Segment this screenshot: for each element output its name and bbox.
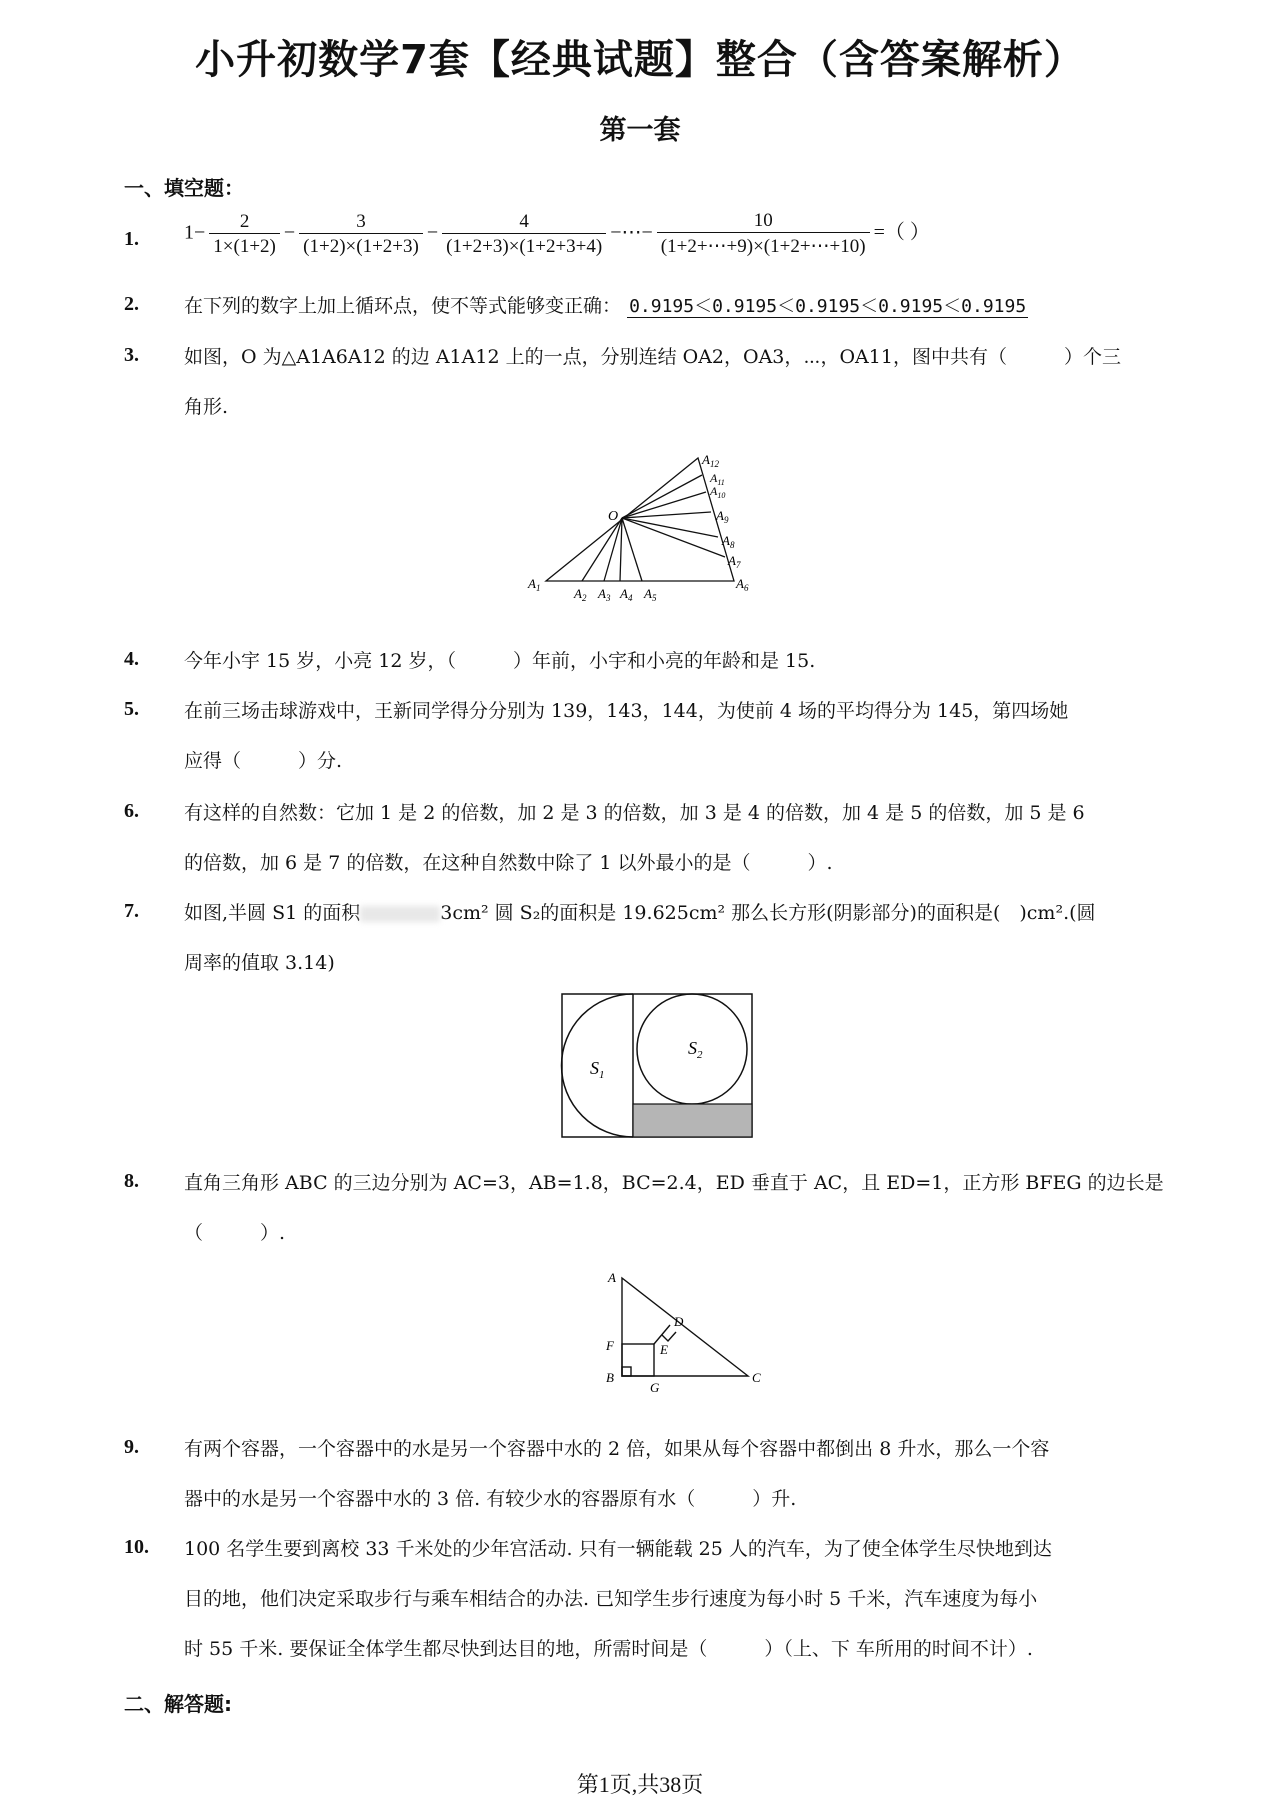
- label-f: F: [606, 1338, 614, 1353]
- label-a6: $A_6$: [736, 576, 749, 593]
- question-3-line-1: 如图，O 为△A1A6A12 的边 A1A12 上的一点，分别连结 OA2，OA3，⋯，OA11，图中共有（ ）个三: [184, 346, 1121, 368]
- set-title: 第一套: [599, 115, 681, 146]
- label-a9: $A_9$: [716, 508, 729, 525]
- question-number: 10.: [124, 1536, 149, 1558]
- question-7-line-2: 周率的值取 3.14): [184, 952, 335, 974]
- label-c: C: [752, 1370, 761, 1385]
- label-g: G: [650, 1380, 660, 1395]
- label-a8: $A_8$: [722, 533, 735, 550]
- section-fill-blank: 一、填空题：: [124, 176, 244, 200]
- label-a3: $A_3$: [598, 586, 611, 603]
- question-3-line-2: 角形.: [184, 396, 229, 418]
- question-6-line-1: 有这样的自然数：它加 1 是 2 的倍数，加 2 是 3 的倍数，加 3 是 4 的倍数，加 4 是 5 的倍数，加 5 是 6: [184, 802, 1085, 824]
- label-a2: $A_2$: [574, 586, 587, 603]
- question-number: 6.: [124, 800, 139, 822]
- question-number: 7.: [124, 900, 139, 922]
- blurred-region: [360, 906, 440, 922]
- label-a11: $A_{11}$: [710, 471, 725, 487]
- figure-triangle-fan: [520, 448, 770, 608]
- label-s2: $S_2$: [688, 1038, 703, 1061]
- question-8-line-1: 直角三角形 ABC 的三边分别为 AC=3，AB=1.8，BC=2.4，ED 垂直于 AC，且 ED=1，正方形 BFEG 的边长是: [184, 1172, 1164, 1194]
- label-a10: $A_{10}$: [710, 484, 726, 500]
- label-e: E: [660, 1342, 668, 1357]
- shaded-rectangle: [633, 1104, 752, 1137]
- question-9-line-2: 器中的水是另一个容器中水的 3 倍. 有较少水的容器原有水（ ）升.: [184, 1488, 797, 1510]
- question-10-line-1: 100 名学生要到离校 33 千米处的少年宫活动. 只有一辆能载 25 人的汽车，为了使全体学生尽快地到达: [184, 1538, 1052, 1560]
- label-a4: $A_4$: [620, 586, 633, 603]
- question-number: 4.: [124, 648, 139, 670]
- question-number: 3.: [124, 344, 139, 366]
- label-a7: $A_7$: [728, 553, 741, 570]
- question-number: 1.: [124, 228, 139, 250]
- question-number: 5.: [124, 698, 139, 720]
- question-number: 2.: [124, 293, 139, 315]
- question-1-expression: 1− $\frac{2}{1\times(1+2)}$ − $\frac{3}{(1+2)\times(1+2+3)}$ − $\frac{4}{(1+2+3)\times(1+2+3+4)}$ −⋯− $\frac{10}{(1+2+\cdots+9)\times(1+2+\cdots+10)}$ =（ ）: [184, 210, 930, 257]
- figure-right-triangle: [600, 1268, 770, 1398]
- question-2-inequality: 0.9195＜0.9195＜0.9195＜0.9195＜0.9195: [629, 296, 1027, 317]
- question-10-line-2: 目的地，他们决定采取步行与乘车相结合的办法. 已知学生步行速度为每小时 5 千米，汽车速度为每小: [184, 1588, 1038, 1610]
- label-a12: $A_{12}$: [702, 452, 719, 469]
- question-10-line-3: 时 55 千米. 要保证全体学生都尽快到达目的地，所需时间是（ ）（上、下 车所用的时间不计）.: [184, 1638, 1033, 1660]
- label-s1: $S_1$: [590, 1058, 605, 1081]
- label-a1: $A_1$: [528, 576, 541, 593]
- question-number: 9.: [124, 1436, 139, 1458]
- label-a5: $A_5$: [644, 586, 657, 603]
- question-4-text: 今年小宇 15 岁，小亮 12 岁，（ ）年前，小宇和小亮的年龄和是 15.: [184, 650, 816, 672]
- label-o: O: [608, 509, 619, 524]
- question-8-line-2: （ ）.: [184, 1222, 286, 1244]
- question-7-line-1: 如图,半圆 S1 的面积 3cm² 圆 S₂的面积是 19.625cm² 那么长方形(阴影部分)的面积是( )cm².(圆: [184, 902, 1096, 924]
- question-number: 8.: [124, 1170, 139, 1192]
- figure-rectangle-circles: [560, 992, 756, 1142]
- page-footer: 第1页,共38页: [576, 1772, 704, 1797]
- outer-triangle: [546, 458, 734, 581]
- label-a: A: [608, 1270, 616, 1285]
- label-d: D: [674, 1314, 684, 1329]
- question-9-line-1: 有两个容器，一个容器中的水是另一个容器中水的 2 倍，如果从每个容器中都倒出 8 升水，那么一个容: [184, 1438, 1050, 1460]
- document-title: 小升初数学7套【经典试题】整合（含答案解析）: [195, 37, 1085, 83]
- question-5-line-1: 在前三场击球游戏中，王新同学得分分别为 139，143，144，为使前 4 场的平均得分为 145，第四场她: [184, 700, 1069, 722]
- question-5-line-2: 应得（ ）分.: [184, 750, 343, 772]
- label-b: B: [606, 1370, 614, 1385]
- section-solve: 二、解答题:: [124, 1692, 232, 1716]
- question-2-text: 在下列的数字上加上循环点，使不等式能够变正确： 0.9195＜0.9195＜0.9195＜0.9195＜0.9195: [184, 295, 1027, 317]
- question-6-line-2: 的倍数，加 6 是 7 的倍数，在这种自然数中除了 1 以外最小的是（ ）.: [184, 852, 833, 874]
